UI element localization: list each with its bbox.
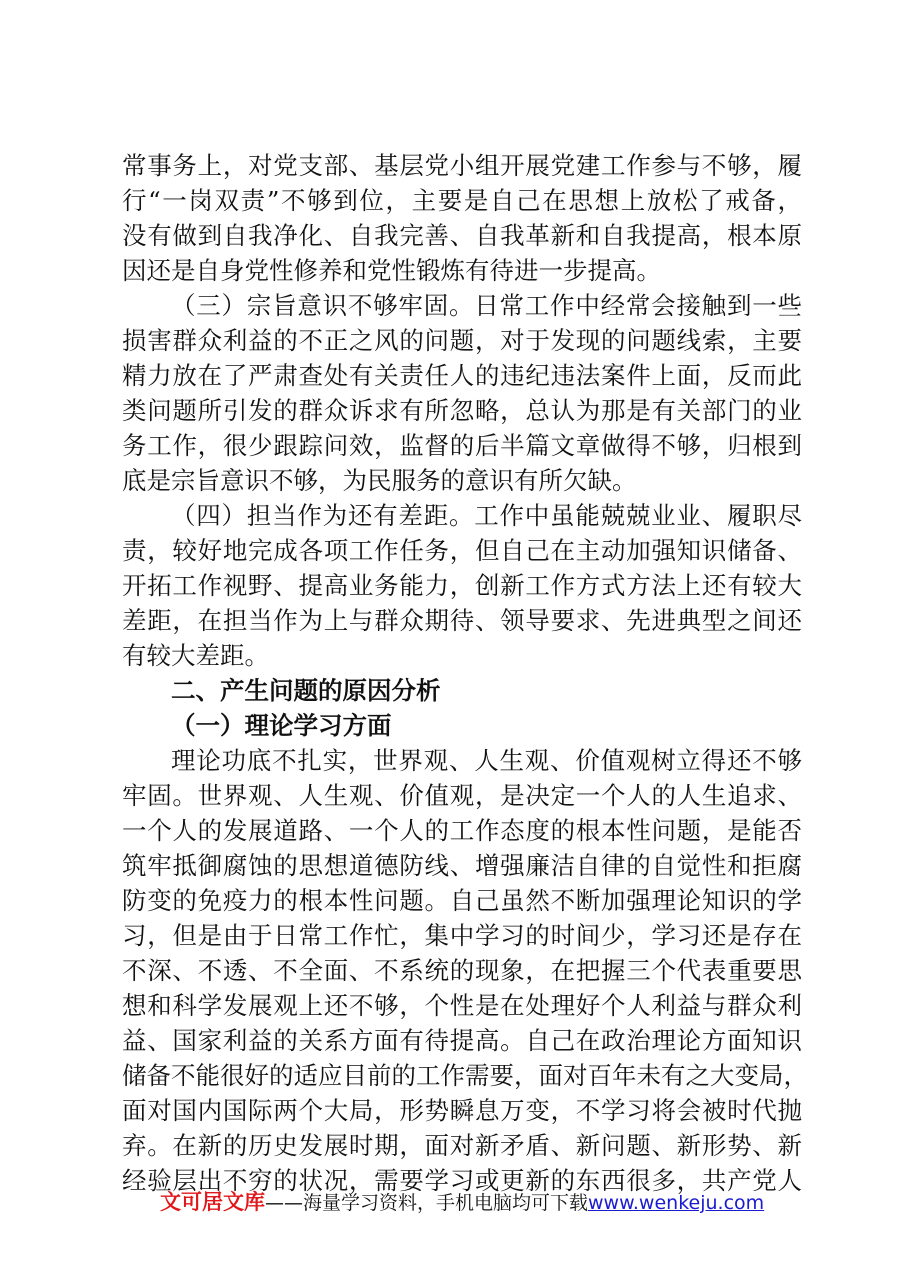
body-line: 不深、不透、不全面、不系统的现象，在把握三个代表重要思 (122, 956, 802, 985)
paragraph-first-line: （四）担当作为还有差距。工作中虽能兢兢业业、履职尽 (171, 501, 802, 530)
paragraph-first-line: 理论功底不扎实，世界观、人生观、价值观树立得还不够 (171, 746, 802, 775)
footer-url-link[interactable]: www.wenkeju.com (588, 1192, 765, 1214)
page-footer (160, 1187, 765, 1217)
body-line: 行“一岗双责”不够到位，主要是自己在思想上放松了戒备， (122, 186, 802, 215)
body-line: 面对国内国际两个大局，形势瞬息万变，不学习将会被时代抛 (122, 1096, 802, 1125)
footer-slogan: ——海量学习资料，手机电脑均可下载 (265, 1192, 589, 1214)
body-line: 有较大差距。 (122, 641, 269, 670)
body-line: 底是宗旨意识不够，为民服务的意识有所欠缺。 (122, 466, 637, 495)
body-line: 防变的免疫力的根本性问题。自己虽然不断加强理论知识的学 (122, 886, 802, 915)
body-line: 经验层出不穷的状况，需要学习或更新的东西很多，共产党人 (122, 1166, 802, 1195)
body-line: 想和科学发展观上还不够，个性是在处理好个人利益与群众利 (122, 991, 802, 1020)
body-line: 益、国家利益的关系方面有待提高。自己在政治理论方面知识 (122, 1026, 802, 1055)
body-line: 没有做到自我净化、自我完善、自我革新和自我提高，根本原 (122, 221, 802, 250)
body-line: 差距，在担当作为上与群众期待、领导要求、先进典型之间还 (122, 606, 802, 635)
body-line: 储备不能很好的适应目前的工作需要，面对百年未有之大变局， (122, 1061, 808, 1090)
body-line: 务工作，很少跟踪问效，监督的后半篇文章做得不够，归根到 (122, 431, 802, 460)
body-line: 开拓工作视野、提高业务能力，创新工作方式方法上还有较大 (122, 571, 802, 600)
subsection-heading: （一）理论学习方面 (171, 711, 392, 740)
body-line: 精力放在了严肃查处有关责任人的违纪违法案件上面，反而此 (122, 361, 802, 390)
body-line: 牢固。世界观、人生观、价值观，是决定一个人的人生追求、 (122, 781, 802, 810)
section-heading: 二、产生问题的原因分析 (171, 676, 441, 705)
body-line: 损害群众利益的不正之风的问题，对于发现的问题线索，主要 (122, 326, 802, 355)
body-line: 因还是自身党性修养和党性锻炼有待进一步提高。 (122, 256, 661, 285)
body-line: 类问题所引发的群众诉求有所忽略，总认为那是有关部门的业 (122, 396, 802, 425)
footer-brand: 文可居文库 (160, 1190, 265, 1214)
body-line: 弃。在新的历史发展时期，面对新矛盾、新问题、新形势、新 (122, 1131, 802, 1160)
body-line: 责，较好地完成各项工作任务，但自己在主动加强知识储备、 (122, 536, 802, 565)
body-line: 常事务上，对党支部、基层党小组开展党建工作参与不够，履 (122, 151, 802, 180)
body-line: 习，但是由于日常工作忙，集中学习的时间少，学习还是存在 (122, 921, 802, 950)
paragraph-first-line: （三）宗旨意识不够牢固。日常工作中经常会接触到一些 (171, 291, 802, 320)
body-line: 一个人的发展道路、一个人的工作态度的根本性问题，是能否 (122, 816, 802, 845)
body-line: 筑牢抵御腐蚀的思想道德防线、增强廉洁自律的自觉性和拒腐 (122, 851, 802, 880)
